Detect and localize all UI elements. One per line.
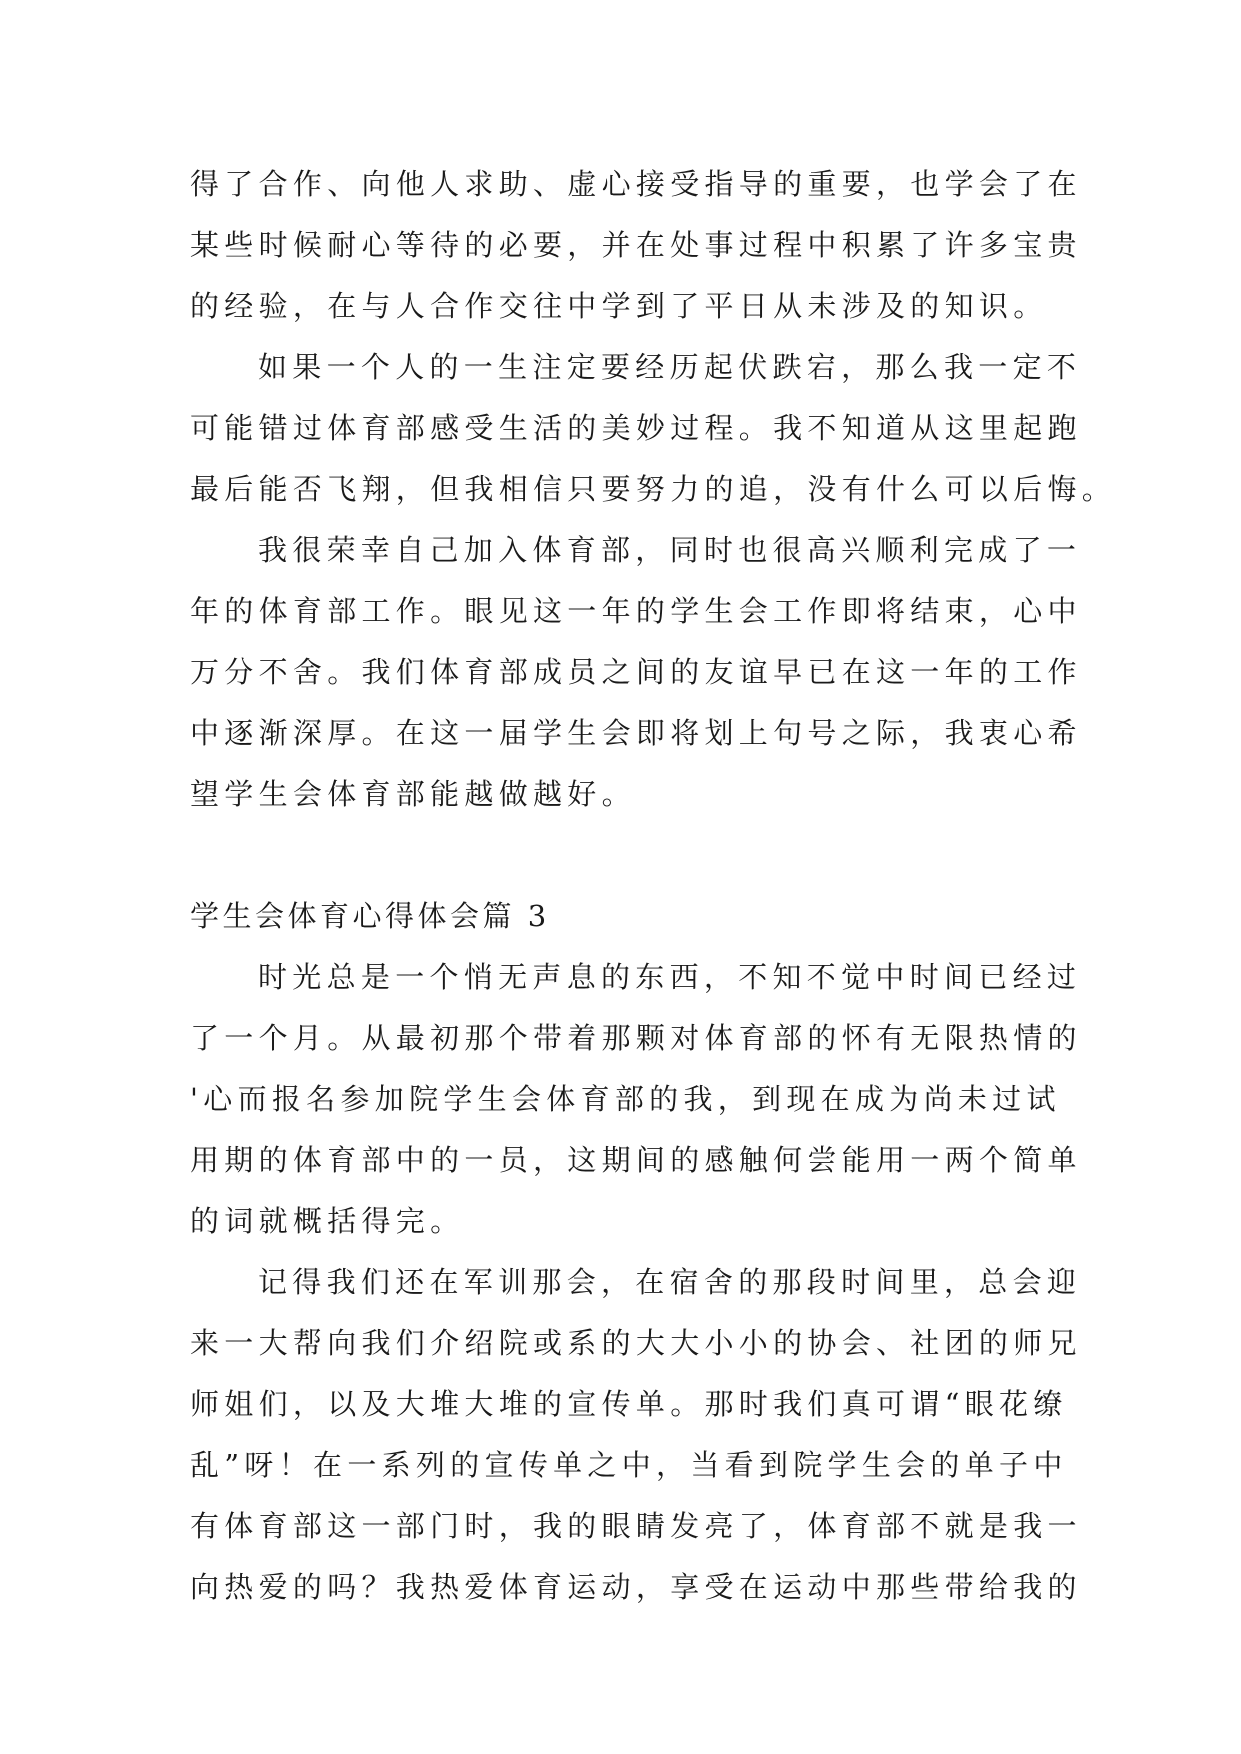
text-line: 可能错过体育部感受生活的美妙过程。我不知道从这里起跑: [190, 411, 1082, 445]
text-line: 万分不舍。我们体育部成员之间的友谊早已在这一年的工作: [190, 655, 1082, 689]
text-line: 乱”呀！在一系列的宣传单之中，当看到院学生会的单子中: [190, 1448, 1068, 1482]
text-line: 来一大帮向我们介绍院或系的大大小小的协会、社团的师兄: [190, 1326, 1082, 1360]
text-line: 的经验，在与人合作交往中学到了平日从未涉及的知识。: [190, 289, 1048, 323]
text-line: 最后能否飞翔，但我相信只要努力的追，没有什么可以后悔。: [190, 472, 1117, 506]
text-line: 有体育部这一部门时，我的眼睛发亮了，体育部不就是我一: [190, 1509, 1082, 1543]
text-line: 用期的体育部中的一员，这期间的感触何尝能用一两个简单: [190, 1143, 1082, 1177]
text-line: 的词就概括得完。: [190, 1204, 465, 1238]
document-body: [190, 154, 1117, 1618]
text-line: 了一个月。从最初那个带着那颗对体育部的怀有无限热情的: [190, 1021, 1082, 1055]
text-line: 某些时候耐心等待的必要，并在处事过程中积累了许多宝贵: [190, 228, 1082, 262]
section-heading: 学生会体育心得体会篇 3: [190, 899, 550, 933]
text-line: 望学生会体育部能越做越好。: [190, 777, 636, 811]
text-line: 如果一个人的一生注定要经历起伏跌宕，那么我一定不: [258, 350, 1082, 384]
paragraph-5: [190, 1252, 1082, 1618]
text-line: 师姐们，以及大堆大堆的宣传单。那时我们真可谓“眼花缭: [190, 1387, 1068, 1421]
text-line: 年的体育部工作。眼见这一年的学生会工作即将结束，心中: [190, 594, 1082, 628]
text-line: 得了合作、向他人求助、虚心接受指导的重要，也学会了在: [190, 167, 1082, 201]
paragraph-3: [190, 520, 1082, 825]
text-line: 向热爱的吗？我热爱体育运动，享受在运动中那些带给我的: [190, 1570, 1082, 1604]
paragraph-2: [190, 337, 1117, 520]
text-line: 我很荣幸自己加入体育部，同时也很高兴顺利完成了一: [258, 533, 1082, 567]
text-line: 时光总是一个悄无声息的东西，不知不觉中时间已经过: [258, 960, 1082, 994]
paragraph-4: [190, 947, 1082, 1252]
paragraph-1: [190, 154, 1082, 337]
text-line: 中逐渐深厚。在这一届学生会即将划上句号之际，我衷心希: [190, 716, 1082, 750]
text-line: 记得我们还在军训那会，在宿舍的那段时间里，总会迎: [258, 1265, 1082, 1299]
text-line: '心而报名参加院学生会体育部的我，到现在成为尚未过试: [190, 1082, 1061, 1116]
